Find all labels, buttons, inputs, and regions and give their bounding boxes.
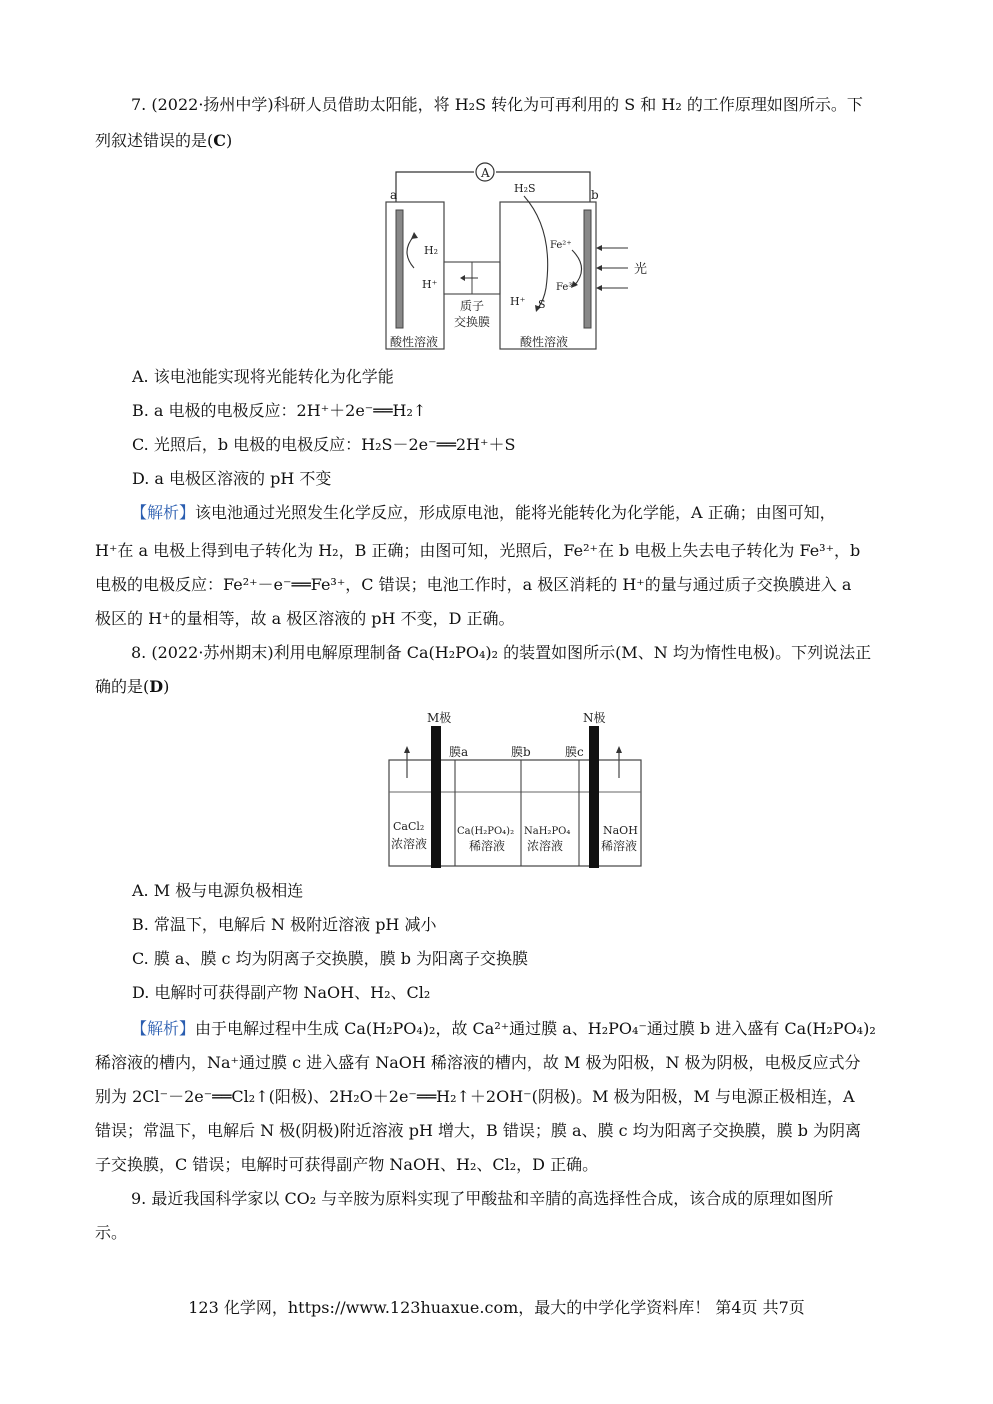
q8-stem-close: )	[163, 677, 170, 696]
q7-option-a: A. 该电池能实现将光能转化为化学能	[132, 367, 394, 386]
q8-stem-line1: 8. (2022·苏州期末)利用电解原理制备 Ca(H₂PO₄)₂ 的装置如图所示(M、N 均为惰性电极)。下列说法正	[131, 643, 872, 662]
electrode-b	[584, 210, 591, 328]
solution1-label-a: CaCl₂	[393, 820, 425, 833]
solution3-label-b: 浓溶液	[527, 839, 564, 853]
q8-option-a: A. M 极与电源负极相连	[132, 881, 304, 900]
membrane-a-label: 膜a	[449, 745, 469, 759]
right-cell	[500, 202, 596, 349]
solution4-label-b: 稀溶液	[601, 839, 638, 853]
q8-analysis-line4: 错误；常温下，电解后 N 极(阴极)附近溶液 pH 增大，B 错误；膜 a、膜 c 均为阳离子交换膜，膜 b 为阴离	[95, 1121, 862, 1140]
q7-analysis-line2: H⁺在 a 电极上得到电子转化为 H₂，B 正确；由图可知，光照后，Fe²⁺在 b 电极上失去电子转化为 Fe³⁺，b	[95, 541, 861, 560]
n-electrode	[589, 726, 599, 868]
q8-answer: D	[149, 677, 164, 696]
q8-analysis-line1	[95, 1012, 895, 1046]
electrode-a	[396, 210, 403, 328]
q8-option-c: C. 膜 a、膜 c 均为阴离子交换膜，膜 b 为阳离子交换膜	[132, 949, 529, 968]
q7-analysis-tag: 【解析】	[131, 503, 196, 522]
q8-analysis-tag: 【解析】	[131, 1019, 196, 1038]
solution1-label-b: 浓溶液	[391, 837, 428, 851]
hplus-left-label: H⁺	[422, 278, 438, 291]
q7-stem-line2	[95, 124, 895, 158]
q8-analysis-line5: 子交换膜，C 错误；电解时可获得副产物 NaOH、H₂、Cl₂，D 正确。	[95, 1155, 599, 1174]
solution2-label-b: 稀溶液	[469, 839, 506, 853]
hplus-right-label: H⁺	[510, 295, 526, 308]
q7-stem-line1: 7. (2022·扬州中学)科研人员借助太阳能，将 H₂S 转化为可再利用的 S 和 H₂ 的工作原理如图所示。下	[131, 95, 863, 114]
membrane-b-label: 膜b	[511, 745, 531, 759]
light-arrows-icon	[596, 245, 628, 291]
electrode-b-label: b	[591, 188, 599, 202]
q8-stem-line2	[95, 670, 895, 704]
q8-analysis-line3: 别为 2Cl⁻－2e⁻══Cl₂↑(阳极)、2H₂O＋2e⁻══H₂↑＋2OH⁻(阴极)。M 极为阳极，M 与电源正极相连，A	[95, 1087, 855, 1106]
solution3-label-a: NaH₂PO₄	[524, 826, 571, 837]
right-solution-label: 酸性溶液	[520, 335, 569, 349]
q8-option-d: D. 电解时可获得副产物 NaOH、H₂、Cl₂	[132, 983, 431, 1002]
q7-analysis-line3: 电极的电极反应：Fe²⁺－e⁻══Fe³⁺，C 错误；电池工作时，a 极区消耗的 H⁺的量与通过质子交换膜进入 a	[95, 575, 852, 594]
left-solution-label: 酸性溶液	[390, 335, 439, 349]
light-label: 光	[634, 262, 648, 277]
q7-option-d: D. a 电极区溶液的 pH 不变	[132, 469, 332, 488]
q7-stem-text: 列叙述错误的是(	[95, 131, 214, 150]
q7-option-b: B. a 电极的电极反应：2H⁺＋2e⁻══H₂↑	[132, 401, 427, 420]
q7-stem-close: )	[225, 131, 233, 150]
n-electrode-label: N极	[583, 711, 606, 725]
h2-label: H₂	[424, 244, 439, 257]
fe3-label: Fe³⁺	[556, 282, 578, 293]
q9-stem-line2: 示。	[95, 1223, 128, 1242]
q7-analysis-line4: 极区的 H⁺的量相等，故 a 极区溶液的 pH 不变，D 正确。	[95, 609, 515, 628]
q7-analysis-text1: 该电池通过光照发生化学反应，形成原电池，能将光能转化为化学能，A 正确；由图可知，	[195, 503, 836, 522]
left-cell	[386, 202, 444, 349]
membrane-label-2: 交换膜	[454, 315, 491, 329]
q8-analysis-line2: 稀溶液的槽内，Na⁺通过膜 c 进入盛有 NaOH 稀溶液的槽内，故 M 极为阳极，N 极为阴极，电极反应式分	[95, 1053, 861, 1072]
membrane-label-1: 质子	[460, 299, 485, 313]
s-label: S	[538, 298, 546, 311]
q9-stem-line1: 9. 最近我国科学家以 CO₂ 与辛胺为原料实现了甲酸盐和辛腈的高选择性合成，该合成的原理如图所	[131, 1189, 834, 1208]
q7-figure	[378, 160, 678, 356]
q8-stem-text: 确的是(	[95, 677, 150, 696]
q8-figure	[385, 706, 647, 872]
ammeter-label: A	[481, 166, 490, 180]
q8-analysis-text1: 由于电解过程中生成 Ca(H₂PO₄)₂，故 Ca²⁺通过膜 a、H₂PO₄⁻通过膜 b 进入盛有 Ca(H₂PO₄)₂	[195, 1019, 876, 1038]
q7-answer: C	[213, 131, 226, 150]
q8-option-b: B. 常温下，电解后 N 极附近溶液 pH 减小	[132, 915, 437, 934]
h2s-label: H₂S	[514, 182, 536, 195]
page-footer: 123 化学网，https://www.123huaxue.com，最大的中学化学资料库！ 第4页 共7页	[188, 1298, 805, 1317]
solution4-label-a: NaOH	[603, 824, 638, 837]
membrane-c-label: 膜c	[565, 745, 584, 759]
q7-analysis-line1	[95, 496, 895, 530]
fe2-label: Fe²⁺	[550, 240, 572, 251]
m-electrode-label: M极	[427, 711, 452, 725]
solution2-label-a: Ca(H₂PO₄)₂	[457, 826, 515, 837]
m-electrode	[431, 726, 441, 868]
q7-option-c: C. 光照后，b 电极的电极反应：H₂S－2e⁻══2H⁺＋S	[132, 435, 516, 454]
electrode-a-label: a	[390, 188, 398, 202]
